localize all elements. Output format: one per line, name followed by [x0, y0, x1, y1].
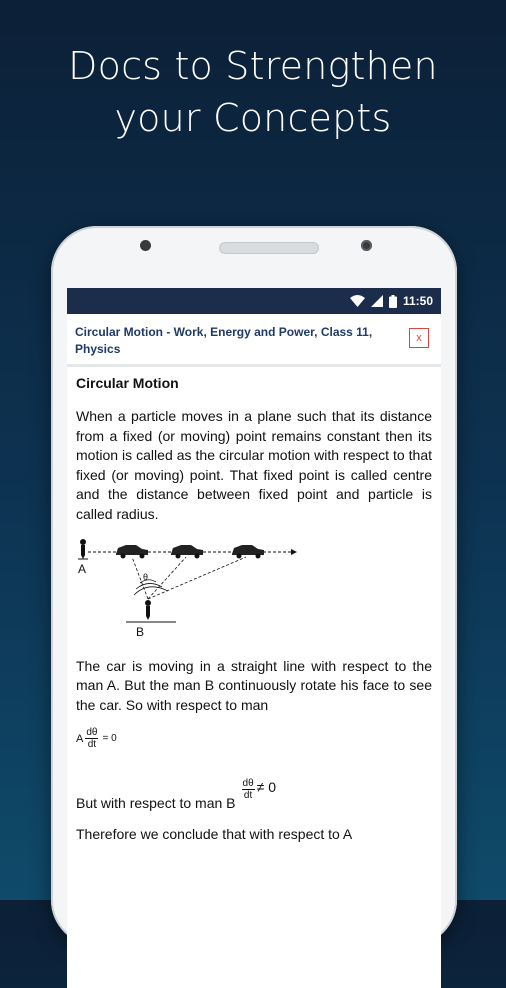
doc-title: Circular Motion - Work, Energy and Power, Class 11, Physics [75, 325, 373, 356]
road-arrow-icon [291, 549, 297, 555]
paragraph-conclusion: Therefore we conclude that with respect to A [76, 826, 353, 843]
formula-b-prefix: But with respect to man B [76, 795, 236, 812]
battery-icon [389, 295, 397, 308]
promo-line-2: your Concepts [114, 96, 392, 140]
doc-header [67, 314, 441, 367]
paragraph-explanation: The car is moving in a straight line with respect to the man A. But the man B continuously rotate his face to see the car. So with respect to man [76, 657, 432, 713]
paragraph-definition: When a particle moves in a plane such that its distance from a fixed (or moving) point remains constant then its motion is called as the circular motion with respect to that fixed (or moving) point. That fixed point is called centre and the distance between fixed point and particle is called radius. [76, 408, 432, 522]
formula-man-b [76, 778, 432, 811]
man-b-figure [145, 600, 151, 620]
label-a: A [78, 561, 87, 576]
phone-screen [67, 288, 441, 988]
phone-frame [51, 226, 457, 946]
formula-a-relation: = 0 [102, 733, 117, 745]
car-1 [116, 545, 148, 559]
sight-line-2 [148, 557, 186, 599]
promo-line-1: Docs to Strengthen [68, 44, 438, 88]
wifi-icon [350, 295, 365, 307]
formula-b-den: dt [243, 790, 253, 802]
front-camera [361, 240, 372, 251]
formula-man-a [76, 727, 432, 750]
label-b: B [136, 624, 145, 639]
formula-a-prefix: A [76, 732, 84, 745]
close-button[interactable]: x [409, 328, 429, 348]
man-a-figure [78, 539, 88, 559]
signal-icon [371, 295, 383, 307]
formula-a-num: dθ [86, 727, 98, 739]
section-title: Circular Motion [76, 375, 179, 391]
formula-a-den: dt [87, 739, 97, 751]
status-bar [67, 288, 441, 314]
front-sensor [140, 240, 151, 251]
sight-line-3 [148, 557, 246, 599]
formula-a-fraction [85, 727, 98, 750]
label-theta: θ [143, 571, 149, 582]
formula-b-fraction [242, 778, 255, 801]
formula-b-num: dθ [242, 778, 254, 790]
earpiece-speaker [219, 242, 319, 254]
promo-headline [0, 40, 506, 144]
doc-content [67, 367, 441, 845]
car-3 [232, 545, 264, 559]
status-time: 11:50 [402, 294, 433, 308]
car-2 [171, 545, 203, 559]
formula-b-relation: ≠ 0 [256, 779, 277, 796]
circular-motion-diagram [76, 537, 306, 649]
